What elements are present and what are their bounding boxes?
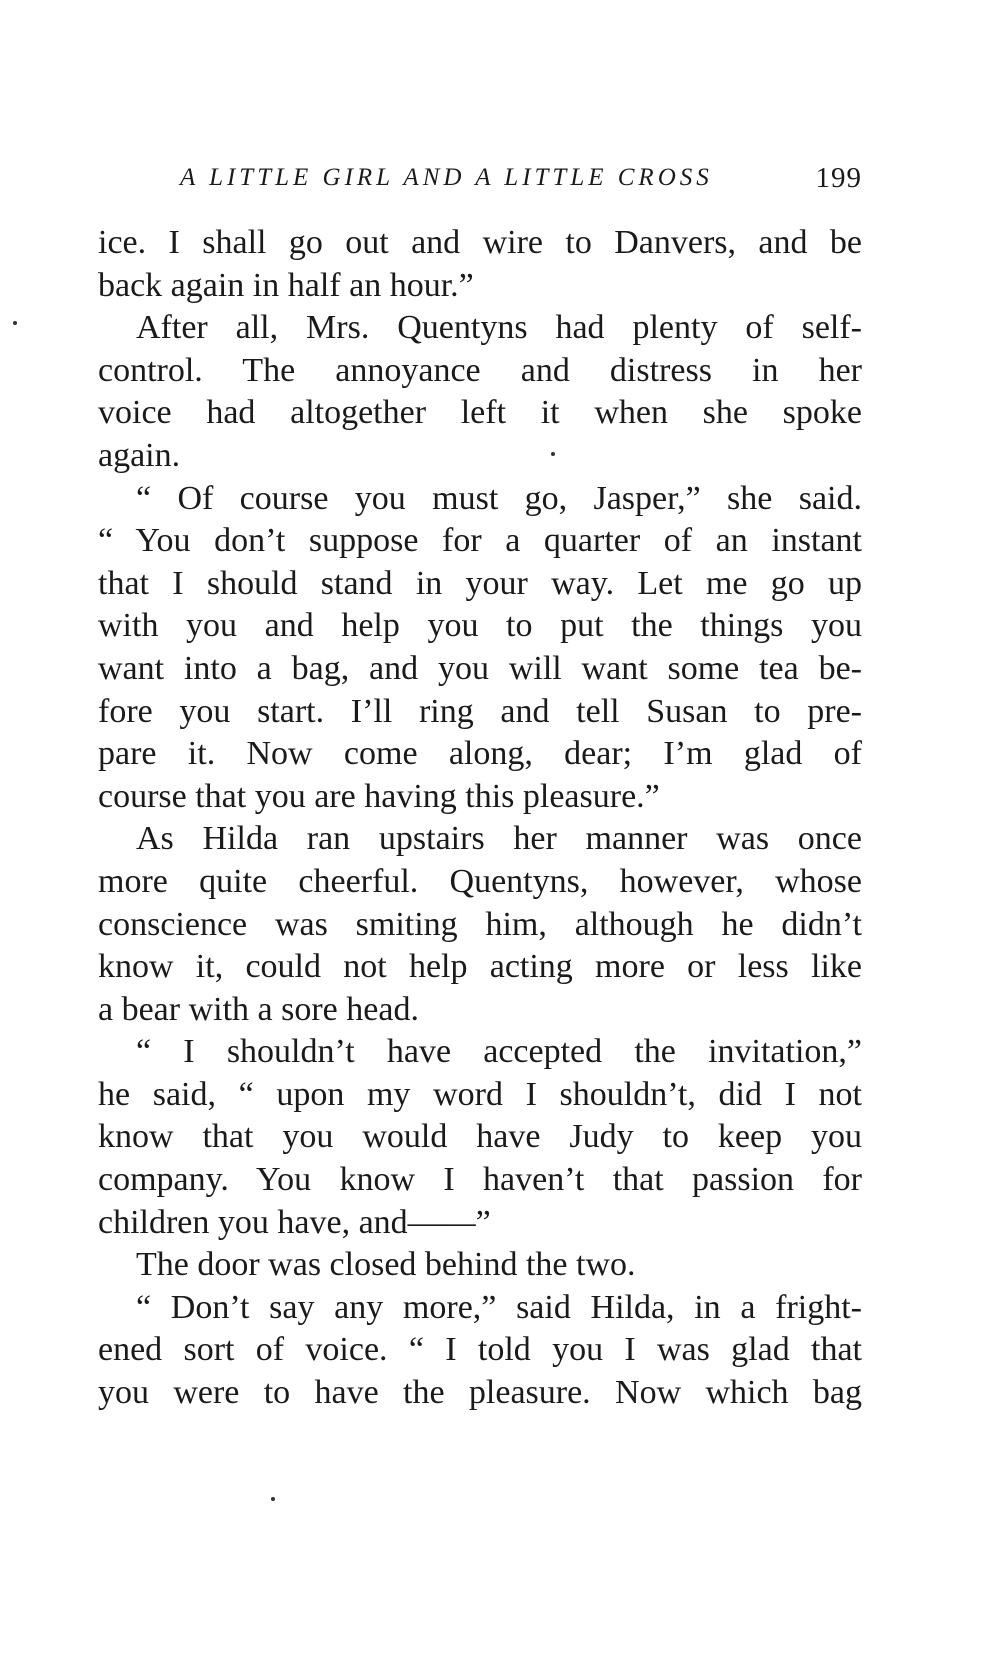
running-title: A LITTLE GIRL AND A LITTLE CROSS bbox=[180, 164, 713, 191]
text-line: more quite cheerful. Quentyns, however, whose bbox=[98, 862, 862, 900]
text-line: voice had altogether left it when she spoke bbox=[98, 394, 862, 432]
text-line: know that you would have Judy to keep you bbox=[98, 1118, 862, 1156]
text-line: The door was closed behind the two. bbox=[136, 1246, 636, 1284]
text-line: course that you are having this pleasure.” bbox=[98, 777, 660, 815]
text-line: “ Don’t say any more,” said Hilda, in a fright- bbox=[136, 1288, 862, 1326]
text-line: know it, could not help acting more or less like bbox=[98, 948, 862, 986]
text-line: ened sort of voice. “ I told you I was glad that bbox=[98, 1331, 862, 1369]
text-line: fore you start. I’ll ring and tell Susan to pre- bbox=[98, 692, 862, 730]
text-line: control. The annoyance and distress in her bbox=[98, 351, 862, 389]
running-head bbox=[180, 160, 862, 196]
page-number: 199 bbox=[815, 162, 862, 194]
text-line: As Hilda ran upstairs her manner was once bbox=[136, 820, 862, 858]
text-line: again. bbox=[98, 436, 181, 474]
text-line: “ Of course you must go, Jasper,” she said. bbox=[136, 479, 862, 517]
text-line: children you have, and——” bbox=[98, 1203, 491, 1241]
stray-mark-center bbox=[551, 452, 555, 456]
text-line: with you and help you to put the things you bbox=[98, 607, 862, 645]
stray-mark-bottom bbox=[271, 1497, 275, 1501]
text-line: that I should stand in your way. Let me go up bbox=[98, 564, 862, 602]
text-line: back again in half an hour.” bbox=[98, 266, 474, 304]
body-text bbox=[98, 222, 862, 1415]
text-line: After all, Mrs. Quentyns had plenty of self- bbox=[136, 309, 862, 347]
text-line: want into a bag, and you will want some tea be- bbox=[98, 649, 862, 687]
stray-mark-left bbox=[13, 321, 17, 325]
text-line: “ You don’t suppose for a quarter of an instant bbox=[98, 522, 862, 560]
text-line: “ I shouldn’t have accepted the invitation,” bbox=[136, 1033, 862, 1071]
text-line: ice. I shall go out and wire to Danvers, and be bbox=[98, 224, 862, 261]
text-line: you were to have the pleasure. Now which bag bbox=[98, 1374, 862, 1412]
text-line: company. You know I haven’t that passion for bbox=[98, 1161, 862, 1199]
text-line: he said, “ upon my word I shouldn’t, did I not bbox=[98, 1075, 862, 1113]
text-line: a bear with a sore head. bbox=[98, 990, 419, 1028]
text-line: conscience was smiting him, although he didn’t bbox=[98, 905, 862, 943]
text-line: pare it. Now come along, dear; I’m glad of bbox=[98, 735, 862, 773]
